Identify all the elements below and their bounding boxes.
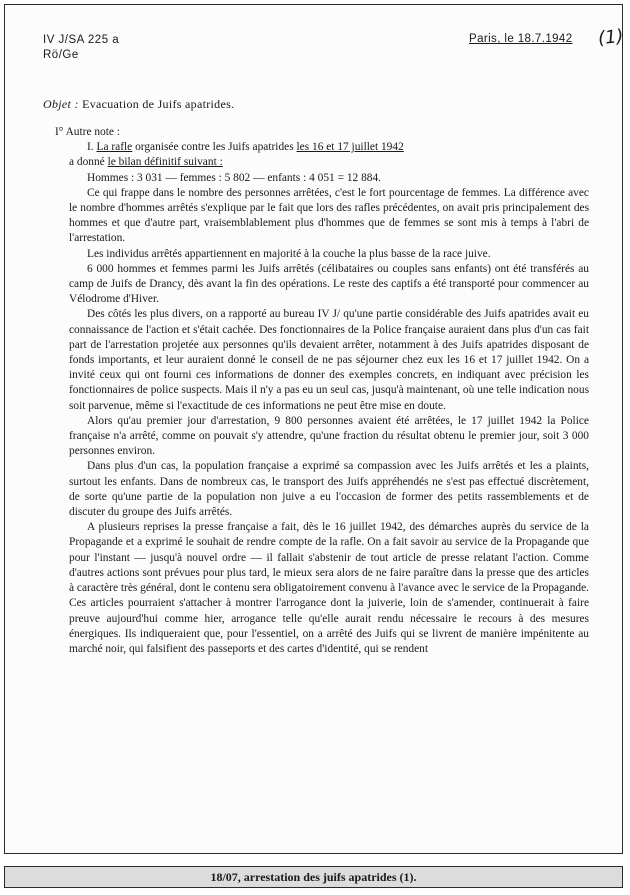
paragraph-1 [69,140,589,155]
reference-number: IV J/SA 225 a [43,34,120,46]
handwritten-page-number: (1) [596,25,625,50]
place-date: Paris, le 18.7.1942 [469,33,573,45]
paragraph-8: A plusieurs reprises la presse française a fait, dès le 16 juillet 1942, des démarches auprès du service de la Propagande et a exprimé le souhait de rendre compte de la rafle. On a fait savoir au service de la Propagande que pour l'instant — jusqu'à nouvel ordre — il fallait s'abstenir de tout article de presse relatant l'action. Comme d'autres actions sont prévues pour plus tard, le mieux sera alors de ne faire paraître dans la presse que des articles à caractère très général, dont le contenu sera obligatoirement convenu à l'avance avec le service de la Propagande. Ces articles pourraient s'attacher à montrer l'arrogance dont la juiverie, loin de s'amender, continuerait à faire preuve aujourd'hui comme hier, arrogance telle qu'elle aurait rendu nécessaire le recours à des mesures énergiques. Ils indiqueraient que, pour l'essentiel, on a arrêté des Juifs qui se livrent de manière impénitente au marché noir, qui falsifient des passeports et des cartes d'identité, qui se rendent [69,521,589,655]
document-body [55,125,589,657]
reference-initials: Rö/Ge [43,49,79,61]
autre-note-heading: I° Autre note : [55,126,120,138]
document-frame [4,4,623,854]
subject-text: Evacuation de Juifs apatrides. [82,97,235,111]
paragraph-5: Des côtés les plus divers, on a rapporté au bureau IV J/ qu'une partie considérable des Juifs apatrides avait eu connaissance de l'action et s'était cachée. Des fonctionnaires de la Police française auraient dans plus d'un cas fait part de l'arrestation projetée aux personnes qu'ils devaient arrêter, notamment à des Juifs apatrides disposant de fonds importants, et leur auraient donné le conseil de ne pas séjourner chez eux les 16 et 17 juillet 1942. On a invité ceux qui ont fourni ces informations de donner des exemples concrets, en indiquant avec précision les fonctionnaires de police suspects. Mais il n'y a pas eu un seul cas, jusqu'à maintenant, où une telle indication nous soit parvenue, même si l'exactitude de ces informations ne peut être mise en doute. [69,308,589,412]
p1-text: organisée contre les Juifs apatrides [132,141,297,154]
subject-label: Objet : [43,97,79,111]
p1-underlined-rafle: La rafle [96,141,133,154]
paragraph-2: Ce qui frappe dans le nombre des personnes arrêtées, c'est le fort pourcentage de femmes. La différence avec le nombre d'hommes arrêtés s'explique par le fait que lors des rafles précédentes, on avait pris principalement des hommes et que d'autre part, vraisemblablement plus d'hommes que de femmes se sont mis à temps à l'abri de l'arrestation. [69,186,589,245]
p1-underlined-dates: les 16 et 17 juillet 1942 [296,141,404,154]
paragraph-3: Les individus arrêtés appartiennent en majorité à la couche la plus basse de la race juive. [87,247,491,260]
image-caption: 18/07, arrestation des juifs apatrides (1). [4,866,623,888]
paragraph-6: Alors qu'au premier jour d'arrestation, 9 800 personnes avaient été arrêtées, le 17 juillet 1942 la Police française n'a arrêté, comme on pouvait s'y attendre, qu'une fraction du résultat obtenu le premier jour, soit 3 000 personnes environ. [69,414,589,458]
p1-underlined-bilan: le bilan définitif suivant : [107,156,223,169]
paragraph-4: 6 000 hommes et femmes parmi les Juifs arrêtés (célibataires ou couples sans enfants) ont été transférés au camp de Juifs de Drancy, dès avant la fin des opérations. Le reste des captifs a été transporté pour commencer au Vélodrome d'Hiver. [69,262,589,306]
p1-text-2: a donné [69,156,108,169]
p1-number: I. [87,141,97,154]
totals-line: Hommes : 3 031 — femmes : 5 802 — enfants : 4 051 = 12 884. [87,171,382,184]
subject-line [43,97,234,112]
paragraph-7: Dans plus d'un cas, la population française a exprimé sa compassion avec les Juifs arrêtés et les a plaints, surtout les enfants. Dans de nombreux cas, le transport des Juifs appréhendés ne s'est pas effectué discrètement, de sorte qu'une partie de la population non juive a eu l'occasion de former des petits rassemblements et de discuter du groupe des Juifs arrêtés. [69,460,589,519]
reference-block [43,33,119,63]
paragraph-1-cont [69,155,589,170]
